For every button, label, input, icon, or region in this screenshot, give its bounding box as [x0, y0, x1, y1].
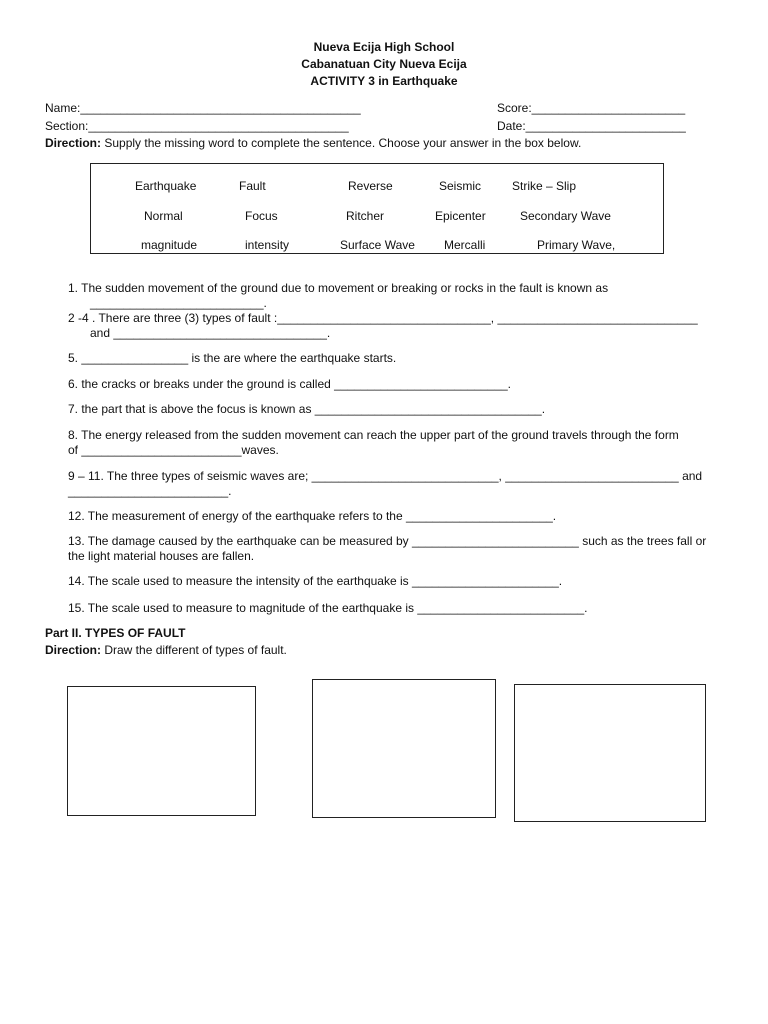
word-bank-item: Normal — [144, 209, 183, 223]
word-bank-item: Surface Wave — [340, 238, 415, 252]
question-1: 1. The sudden movement of the ground due to movement or breaking or rocks in the fault is known as — [68, 281, 609, 295]
section-field[interactable]: Section:_______________________________________ — [45, 119, 349, 133]
question-14: 14. The scale used to measure the intensity of the earthquake is ______________________. — [68, 574, 563, 588]
part2-direction-text: Draw the different of types of fault. — [101, 643, 287, 657]
question-6: 6. the cracks or breaks under the ground is called __________________________. — [68, 377, 511, 391]
part2-direction — [45, 643, 287, 657]
word-bank-item: Mercalli — [444, 238, 486, 252]
question-9-11: 9 – 11. The three types of seismic waves are; ____________________________, __________________________ and — [68, 469, 703, 483]
word-bank-item: Fault — [239, 179, 266, 193]
word-bank-item: intensity — [245, 238, 290, 252]
question-15: 15. The scale used to measure to magnitude of the earthquake is _________________________. — [68, 601, 588, 615]
question-9-11-cont: ________________________. — [68, 484, 232, 498]
drawing-box-1[interactable] — [67, 686, 256, 816]
name-field[interactable]: Name:__________________________________________ — [45, 101, 361, 115]
question-12: 12. The measurement of energy of the earthquake refers to the ______________________. — [68, 509, 557, 523]
question-5: 5. ________________ is the are where the earthquake starts. — [68, 351, 397, 365]
word-bank-item: magnitude — [141, 238, 198, 252]
word-bank-box — [90, 163, 664, 254]
drawing-box-3[interactable] — [514, 684, 706, 822]
part2-title: Part II. TYPES OF FAULT — [45, 626, 186, 640]
word-bank-item: Strike – Slip — [512, 179, 577, 193]
question-2-cont: and ________________________________. — [90, 326, 331, 340]
word-bank-item: Secondary Wave — [520, 209, 611, 223]
part2-direction-label: Direction: — [45, 643, 102, 657]
question-13-cont: the light material houses are fallen. — [68, 549, 255, 563]
word-bank-item: Focus — [245, 209, 278, 223]
word-bank-item: Earthquake — [135, 179, 197, 193]
date-field[interactable]: Date:________________________ — [497, 119, 686, 133]
word-bank-item: Ritcher — [346, 209, 385, 223]
drawing-box-2[interactable] — [312, 679, 496, 818]
school-name: Nueva Ecija High School — [313, 40, 455, 54]
question-13: 13. The damage caused by the earthquake can be measured by _________________________ such as the trees fall or — [68, 534, 707, 548]
question-7: 7. the part that is above the focus is known as __________________________________. — [68, 402, 546, 416]
question-8-cont: of ________________________waves. — [68, 443, 279, 457]
question-2: 2 -4 . There are three (3) types of fault :________________________________, ______________________________ — [68, 311, 698, 325]
question-1-blank[interactable]: __________________________. — [90, 296, 267, 310]
question-8: 8. The energy released from the sudden movement can reach the upper part of the ground travels through the form — [68, 428, 679, 442]
activity-title: ACTIVITY 3 in Earthquake — [310, 74, 458, 88]
word-bank-item: Seismic — [439, 179, 482, 193]
direction-text: Supply the missing word to complete the sentence. Choose your answer in the box below. — [101, 136, 582, 150]
direction-line — [45, 136, 581, 150]
direction-label: Direction: — [45, 136, 102, 150]
word-bank-item: Reverse — [348, 179, 393, 193]
school-city: Cabanatuan City Nueva Ecija — [301, 57, 467, 71]
word-bank-item: Primary Wave, — [537, 238, 616, 252]
score-field[interactable]: Score:_______________________ — [497, 101, 686, 115]
word-bank-item: Epicenter — [435, 209, 486, 223]
